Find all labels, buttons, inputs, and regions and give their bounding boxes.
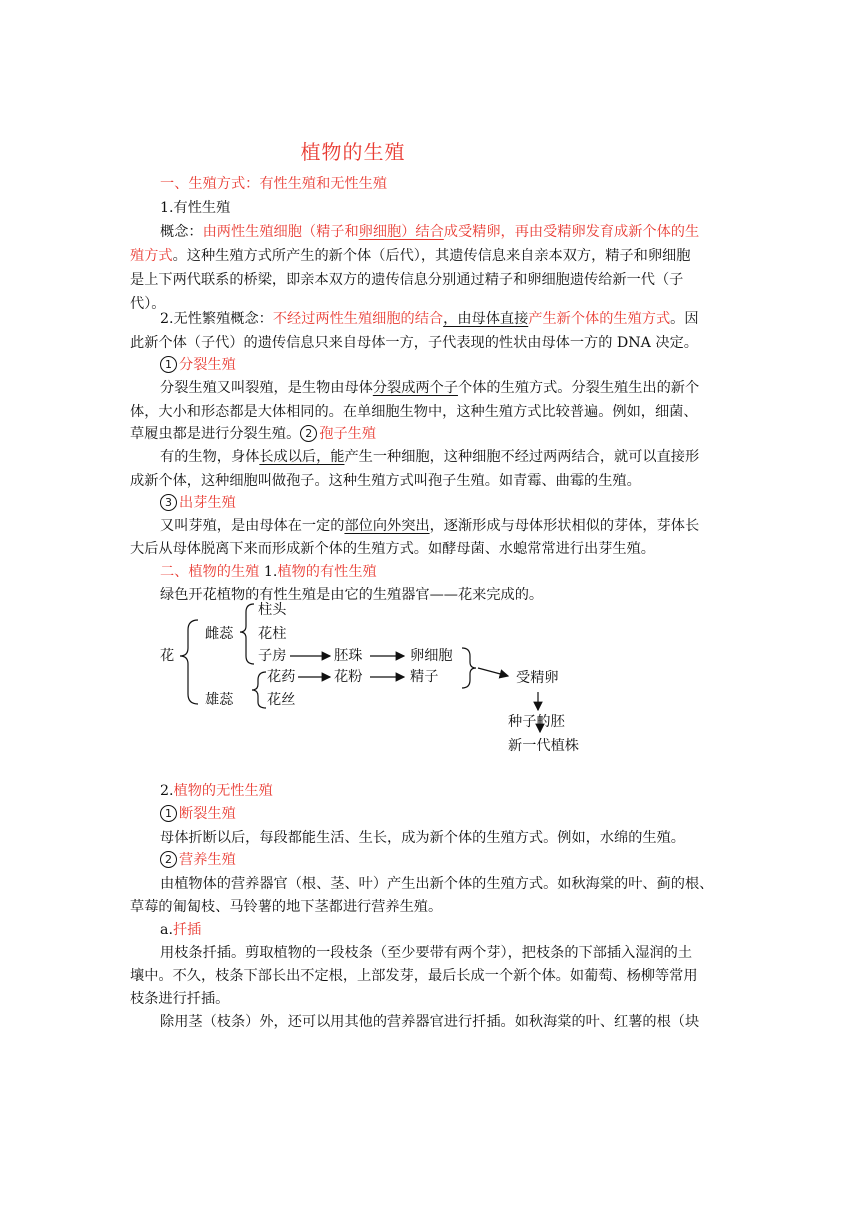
diagram-pistil: 雌蕊 (205, 626, 234, 642)
spore-title: 孢子生殖 (319, 426, 377, 442)
budding-line-1 (130, 514, 766, 538)
pistil-brace (240, 604, 254, 664)
asexual-concept-line-2: 此新个体（子代）的遗传信息只来自母体一方，子代表现的性状由母体一方的 DNA 决定。 (130, 335, 698, 351)
budding-line-2: 大后从母体脱离下来而形成新个体的生殖方式。如酵母菌、水螅常常进行出芽生殖。 (130, 541, 655, 557)
fission-text-underlined: 分裂成两个子 (372, 380, 458, 396)
diagram-egg-cell: 卵细胞 (410, 648, 453, 664)
asexual-red-b: 产生新个体的生殖方式 (528, 311, 671, 327)
gamete-brace (462, 648, 476, 688)
flower-intro: 绿色开花植物的有性生殖是由它的生殖器官——花来完成的。 (160, 587, 544, 603)
fission-line-3 (130, 422, 736, 446)
fragmentation-line-1: 母体折断以后，每段都能生活、生长，成为新个体的生殖方式。例如，水绵的生殖。 (160, 830, 685, 846)
fragmentation-title: 断裂生殖 (179, 806, 236, 822)
diagram-ovary: 子房 (258, 648, 287, 664)
section-2-heading-red-2: 植物的有性生殖 (277, 564, 377, 580)
spore-line-2: 成新个体，这种细胞叫做孢子。这种生殖方式叫孢子生殖。如青霉、曲霉的生殖。 (130, 473, 641, 489)
concept-red-a: 由两性生殖细胞（精子和 (202, 224, 359, 240)
cutting-prefix: a. (160, 922, 173, 938)
diagram-new-plant: 新一代植株 (508, 738, 579, 754)
sexual-concept-line-4: 代）。 (130, 296, 166, 312)
cutting-title: 扦插 (172, 922, 202, 938)
diagram-sperm: 精子 (410, 669, 439, 685)
asexual-tail: 。因 (670, 311, 699, 327)
diagram-pollen: 花粉 (334, 669, 363, 685)
budding-heading (130, 491, 766, 515)
circled-number-icon: 2 (160, 851, 177, 868)
flower-brace (180, 620, 198, 704)
fission-title: 分裂生殖 (179, 357, 236, 373)
diagram-anther: 花药 (267, 669, 296, 685)
circled-number-icon: 3 (160, 494, 177, 511)
plant-asexual-num: 2. (160, 783, 174, 799)
sexual-reproduction-label: 1.有性生殖 (160, 200, 231, 216)
fragmentation-heading (130, 802, 766, 826)
circled-number-icon: 1 (160, 805, 177, 822)
sexual-concept-line-3: 是上下两代联系的桥梁，即亲本双方的遗传信息分别通过精子和卵细胞遗传给新一代（子 (130, 272, 684, 288)
section-1-heading: 一、生殖方式：有性生殖和无性生殖 (160, 176, 388, 192)
spore-line-1 (130, 445, 766, 469)
spore-text-a: 有的生物，身体 (160, 449, 260, 465)
circled-number-icon: 2 (300, 425, 317, 442)
section-2-heading (130, 560, 766, 584)
vegetative-line-2: 草莓的匍匐枝、马铃薯的地下茎都进行营养生殖。 (130, 899, 443, 915)
vegetative-line-1: 由植物体的营养器官（根、茎、叶）产生出新个体的生殖方式。如秋海棠的叶、蓟的根、 (160, 876, 714, 892)
asexual-red-a: 不经过两性生殖细胞的结合 (272, 311, 444, 327)
cutting-line-3: 枝条进行扦插。 (130, 991, 230, 1007)
budding-title: 出芽生殖 (179, 495, 236, 511)
concept-line2-red: 殖方式 (130, 248, 173, 264)
vegetative-heading (130, 848, 766, 872)
asexual-concept-line-1 (130, 307, 766, 331)
concept-red-c: 成受精卵，再由受精卵发育成新个体的生 (443, 224, 700, 240)
concept-red-underlined: 卵细胞）结合 (358, 224, 444, 240)
fission-heading (130, 353, 766, 377)
section-2-heading-num: 1. (259, 564, 278, 580)
vegetative-title: 营养生殖 (179, 852, 236, 868)
budding-text-b: ，逐渐形成与母体形状相似的芽体，芽体长 (429, 518, 700, 534)
concept-line2-rest: 。这种生殖方式所产生的新个体（后代），其遗传信息来自亲本双方，精子和卵细胞 (172, 248, 691, 264)
fission-text-a: 分裂生殖又叫裂殖，是生物由母体 (160, 380, 373, 396)
concept-prefix: 概念： (160, 224, 203, 240)
diagram-embryo: 种子的胚 (508, 714, 565, 730)
diagram-zygote: 受精卵 (516, 670, 559, 686)
budding-text-a: 又叫芽殖，是由母体在一定的 (160, 518, 345, 534)
circled-number-icon: 1 (160, 356, 177, 373)
plant-asexual-heading (130, 779, 766, 803)
cutting-line-2: 壤中。不久，枝条下部长出不定根，上部发芽，最后长成一个新个体。如葡萄、杨柳等常用 (130, 968, 698, 984)
spore-text-b: 产生一种细胞，这种细胞不经过两两结合，就可以直接形 (344, 449, 700, 465)
fission-line-2: 体，大小和形态都是大体相同的。在单细胞生物中，这种生殖方式比较普遍。例如，细菌、 (130, 404, 698, 420)
stamen-brace (252, 672, 266, 708)
sexual-concept-line-2 (130, 244, 736, 268)
budding-text-underlined: 部位向外突出 (344, 518, 430, 534)
fission-line-1 (130, 376, 766, 400)
spore-text-underlined: 长成以后，能 (259, 449, 345, 465)
diagram-flower: 花 (160, 648, 175, 664)
diagram-ovule: 胚珠 (334, 648, 363, 664)
arrow-to-zygote (478, 668, 508, 676)
cutting-line-1: 用枝条扦插。剪取植物的一段枝条（至少要带有两个芽），把枝条的下部插入湿润的土 (160, 945, 693, 961)
cutting-heading (130, 918, 766, 942)
section-2-heading-red: 二、植物的生殖 (160, 564, 260, 580)
diagram-stigma: 柱头 (258, 602, 287, 618)
diagram-style: 花柱 (258, 626, 287, 642)
fission-text-c: 草履虫都是进行分裂生殖。 (130, 426, 301, 442)
asexual-underlined: ，由母体直接 (443, 311, 529, 327)
plant-asexual-title: 植物的无性生殖 (173, 783, 273, 799)
asexual-prefix: 2.无性繁殖概念： (160, 311, 273, 327)
page-title: 植物的生殖 (300, 140, 406, 164)
sexual-concept-line-1 (130, 220, 766, 244)
diagram-filament: 花丝 (267, 692, 296, 708)
diagram-stamen: 雄蕊 (205, 692, 234, 708)
cutting-line-4: 除用茎（枝条）外，还可以用其他的营养器官进行扦插。如秋海棠的叶、红薯的根（块 (160, 1014, 700, 1030)
fission-text-b: 个体的生殖方式。分裂生殖生出的新个 (457, 380, 700, 396)
